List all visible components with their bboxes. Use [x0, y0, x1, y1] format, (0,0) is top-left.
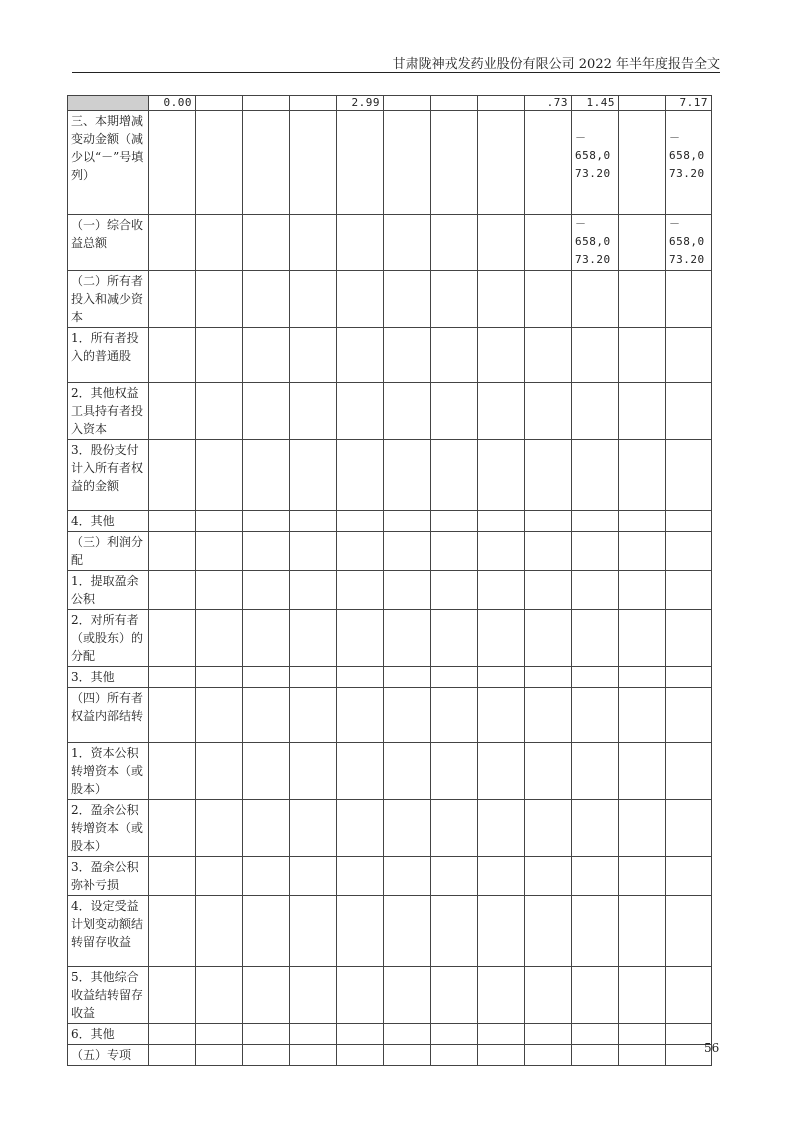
- value-cell: [619, 857, 666, 896]
- value-cell: [384, 96, 431, 111]
- value-cell: [431, 667, 478, 688]
- value-cell: [478, 743, 525, 800]
- value-cell: [478, 1024, 525, 1045]
- value-cell: [149, 571, 196, 610]
- row-label-cell: （三）利润分配: [68, 532, 149, 571]
- row-label-cell: [68, 96, 149, 111]
- value-cell: [619, 111, 666, 215]
- value-cell: [290, 1045, 337, 1066]
- value-cell: [243, 96, 290, 111]
- value-cell: [196, 96, 243, 111]
- value-cell: [384, 571, 431, 610]
- value-cell: [666, 667, 712, 688]
- value-cell: [478, 896, 525, 967]
- value-cell: [149, 271, 196, 328]
- value-cell: [149, 111, 196, 215]
- table-row-carryover: [68, 96, 712, 111]
- value-cell: [290, 328, 337, 383]
- value-cell: [243, 688, 290, 743]
- value-cell: [337, 967, 384, 1024]
- value-cell: 7.17: [666, 96, 712, 111]
- value-cell: [478, 215, 525, 271]
- value-cell: [243, 743, 290, 800]
- value-cell: [384, 383, 431, 440]
- value-cell: [478, 271, 525, 328]
- value-cell: [149, 743, 196, 800]
- value-cell: [196, 896, 243, 967]
- value-cell: [525, 667, 572, 688]
- value-cell: [478, 111, 525, 215]
- value-cell: － 658,073.20: [572, 215, 619, 271]
- value-cell: 1.45: [572, 96, 619, 111]
- value-cell: [196, 383, 243, 440]
- value-cell: [149, 532, 196, 571]
- value-cell: [384, 532, 431, 571]
- value-cell: [337, 571, 384, 610]
- value-cell: [196, 328, 243, 383]
- value-cell: [431, 967, 478, 1024]
- value-cell: [666, 328, 712, 383]
- value-cell: [525, 440, 572, 511]
- value-cell: [572, 896, 619, 967]
- value-cell: － 658,073.20: [666, 215, 712, 271]
- value-cell: 0.00: [149, 96, 196, 111]
- value-cell: [431, 610, 478, 667]
- table-row: [68, 328, 712, 383]
- value-cell: [384, 688, 431, 743]
- table-row: [68, 667, 712, 688]
- value-cell: [290, 571, 337, 610]
- value-cell: [196, 532, 243, 571]
- value-cell: [619, 532, 666, 571]
- value-cell: [525, 896, 572, 967]
- value-cell: [478, 571, 525, 610]
- row-label-cell: 2．盈余公积转增资本（或股本）: [68, 800, 149, 857]
- value-cell: [619, 440, 666, 511]
- value-cell: 2.99: [337, 96, 384, 111]
- value-cell: [149, 688, 196, 743]
- value-cell: [243, 111, 290, 215]
- value-cell: [572, 571, 619, 610]
- value-cell: [337, 743, 384, 800]
- value-cell: [196, 511, 243, 532]
- value-cell: [290, 857, 337, 896]
- value-cell: [337, 1024, 384, 1045]
- value-cell: [431, 743, 478, 800]
- value-cell: [384, 111, 431, 215]
- value-cell: [572, 1045, 619, 1066]
- value-cell: [525, 271, 572, 328]
- value-cell: [196, 688, 243, 743]
- table-row: [68, 511, 712, 532]
- value-cell: [243, 896, 290, 967]
- value-cell: － 658,073.20: [666, 111, 712, 215]
- value-cell: [572, 271, 619, 328]
- table-row: [68, 532, 712, 571]
- value-cell: [478, 610, 525, 667]
- value-cell: [619, 1045, 666, 1066]
- value-cell: [666, 511, 712, 532]
- value-cell: [666, 800, 712, 857]
- value-cell: [243, 610, 290, 667]
- row-label-cell: （五）专项: [68, 1045, 149, 1066]
- value-cell: [384, 440, 431, 511]
- value-cell: [196, 857, 243, 896]
- value-cell: [666, 383, 712, 440]
- value-cell: [149, 1045, 196, 1066]
- value-cell: [431, 96, 478, 111]
- value-cell: [196, 800, 243, 857]
- value-cell: [196, 610, 243, 667]
- value-cell: [290, 96, 337, 111]
- row-label-cell: 5．其他综合收益结转留存收益: [68, 967, 149, 1024]
- value-cell: [149, 967, 196, 1024]
- value-cell: [478, 328, 525, 383]
- value-cell: [478, 667, 525, 688]
- row-label-cell: 4．其他: [68, 511, 149, 532]
- value-cell: [337, 511, 384, 532]
- value-cell: [196, 743, 243, 800]
- value-cell: [572, 967, 619, 1024]
- value-cell: [149, 1024, 196, 1045]
- value-cell: [384, 511, 431, 532]
- value-cell: [525, 511, 572, 532]
- row-label-cell: （一）综合收益总额: [68, 215, 149, 271]
- value-cell: [619, 967, 666, 1024]
- value-cell: [525, 532, 572, 571]
- value-cell: [525, 967, 572, 1024]
- table-row: [68, 896, 712, 967]
- value-cell: [431, 511, 478, 532]
- value-cell: [384, 667, 431, 688]
- value-cell: [149, 610, 196, 667]
- value-cell: [290, 1024, 337, 1045]
- row-label-cell: 三、本期增减变动金额（减少以“－”号填列）: [68, 111, 149, 215]
- value-cell: [337, 610, 384, 667]
- value-cell: [666, 440, 712, 511]
- value-cell: [478, 688, 525, 743]
- value-cell: [384, 967, 431, 1024]
- value-cell: [196, 1045, 243, 1066]
- value-cell: [337, 111, 384, 215]
- value-cell: [337, 440, 384, 511]
- value-cell: [431, 1024, 478, 1045]
- value-cell: [619, 383, 666, 440]
- table-row: [68, 111, 712, 215]
- value-cell: [196, 111, 243, 215]
- value-cell: [619, 96, 666, 111]
- value-cell: [478, 96, 525, 111]
- value-cell: [290, 111, 337, 215]
- value-cell: [243, 440, 290, 511]
- table-row: [68, 743, 712, 800]
- value-cell: [572, 610, 619, 667]
- value-cell: [337, 328, 384, 383]
- value-cell: [337, 688, 384, 743]
- value-cell: － 658,073.20: [572, 111, 619, 215]
- value-cell: [149, 857, 196, 896]
- value-cell: [149, 511, 196, 532]
- table-row: [68, 857, 712, 896]
- value-cell: [572, 440, 619, 511]
- value-cell: [243, 857, 290, 896]
- value-cell: [196, 667, 243, 688]
- value-cell: [290, 610, 337, 667]
- value-cell: [243, 1024, 290, 1045]
- value-cell: [384, 215, 431, 271]
- value-cell: [619, 896, 666, 967]
- table-row: [68, 1024, 712, 1045]
- value-cell: [384, 800, 431, 857]
- value-cell: [290, 511, 337, 532]
- value-cell: [243, 215, 290, 271]
- value-cell: [290, 967, 337, 1024]
- value-cell: [337, 896, 384, 967]
- row-label-cell: 2．其他权益工具持有者投入资本: [68, 383, 149, 440]
- row-label-cell: 4．设定受益计划变动额结转留存收益: [68, 896, 149, 967]
- table-row: [68, 610, 712, 667]
- value-cell: [572, 511, 619, 532]
- value-cell: [337, 383, 384, 440]
- table-row: [68, 215, 712, 271]
- value-cell: [290, 532, 337, 571]
- value-cell: [337, 532, 384, 571]
- value-cell: [666, 610, 712, 667]
- table-row: [68, 440, 712, 511]
- value-cell: [572, 688, 619, 743]
- value-cell: [243, 511, 290, 532]
- table-row: [68, 967, 712, 1024]
- value-cell: [384, 743, 431, 800]
- value-cell: [525, 383, 572, 440]
- table-row: [68, 571, 712, 610]
- value-cell: [384, 896, 431, 967]
- value-cell: [243, 667, 290, 688]
- value-cell: [572, 800, 619, 857]
- value-cell: [149, 328, 196, 383]
- value-cell: [337, 215, 384, 271]
- page-number: 56: [704, 1041, 720, 1055]
- value-cell: [149, 215, 196, 271]
- value-cell: [431, 111, 478, 215]
- value-cell: [196, 967, 243, 1024]
- header-title: 甘肃陇神戎发药业股份有限公司 2022 年半年度报告全文: [392, 57, 720, 72]
- row-label-cell: 6．其他: [68, 1024, 149, 1045]
- table-row: [68, 800, 712, 857]
- value-cell: [666, 967, 712, 1024]
- value-cell: [478, 857, 525, 896]
- value-cell: [431, 857, 478, 896]
- row-label-cell: （二）所有者投入和减少资本: [68, 271, 149, 328]
- equity-change-table: [67, 95, 712, 1066]
- row-label-cell: 3．其他: [68, 667, 149, 688]
- value-cell: [666, 532, 712, 571]
- value-cell: [572, 383, 619, 440]
- value-cell: [525, 688, 572, 743]
- value-cell: [619, 511, 666, 532]
- row-label-cell: 3．股份支付计入所有者权益的金额: [68, 440, 149, 511]
- row-label-cell: 1．所有者投入的普通股: [68, 328, 149, 383]
- value-cell: [243, 1045, 290, 1066]
- row-label-cell: 1．资本公积转增资本（或股本）: [68, 743, 149, 800]
- value-cell: [196, 571, 243, 610]
- value-cell: [525, 111, 572, 215]
- value-cell: [431, 800, 478, 857]
- value-cell: [666, 571, 712, 610]
- value-cell: [478, 1045, 525, 1066]
- value-cell: [572, 857, 619, 896]
- value-cell: [243, 571, 290, 610]
- row-label-cell: 2．对所有者（或股东）的分配: [68, 610, 149, 667]
- value-cell: [243, 800, 290, 857]
- value-cell: [243, 328, 290, 383]
- value-cell: [478, 532, 525, 571]
- value-cell: [196, 271, 243, 328]
- value-cell: [666, 271, 712, 328]
- value-cell: [619, 215, 666, 271]
- value-cell: [525, 1045, 572, 1066]
- table-row: [68, 1045, 712, 1066]
- value-cell: [384, 857, 431, 896]
- value-cell: [384, 610, 431, 667]
- value-cell: [619, 743, 666, 800]
- value-cell: [337, 800, 384, 857]
- value-cell: [337, 857, 384, 896]
- value-cell: [619, 800, 666, 857]
- value-cell: [619, 571, 666, 610]
- value-cell: [290, 667, 337, 688]
- value-cell: [525, 857, 572, 896]
- value-cell: [384, 328, 431, 383]
- value-cell: [666, 743, 712, 800]
- value-cell: [478, 800, 525, 857]
- value-cell: [337, 1045, 384, 1066]
- value-cell: [431, 532, 478, 571]
- value-cell: [525, 1024, 572, 1045]
- value-cell: [431, 328, 478, 383]
- value-cell: [431, 688, 478, 743]
- value-cell: [243, 532, 290, 571]
- value-cell: [525, 215, 572, 271]
- value-cell: [525, 571, 572, 610]
- value-cell: [525, 610, 572, 667]
- value-cell: [431, 571, 478, 610]
- table-row: [68, 688, 712, 743]
- value-cell: [290, 215, 337, 271]
- value-cell: [149, 667, 196, 688]
- value-cell: [431, 896, 478, 967]
- value-cell: [384, 271, 431, 328]
- value-cell: [478, 383, 525, 440]
- value-cell: [290, 688, 337, 743]
- value-cell: [149, 440, 196, 511]
- value-cell: [196, 440, 243, 511]
- value-cell: [431, 383, 478, 440]
- value-cell: [619, 688, 666, 743]
- value-cell: [149, 800, 196, 857]
- value-cell: [619, 1024, 666, 1045]
- value-cell: [243, 383, 290, 440]
- value-cell: [431, 215, 478, 271]
- value-cell: [290, 896, 337, 967]
- value-cell: [243, 967, 290, 1024]
- value-cell: [431, 271, 478, 328]
- row-label-cell: 3．盈余公积弥补亏损: [68, 857, 149, 896]
- value-cell: [290, 800, 337, 857]
- value-cell: [572, 667, 619, 688]
- table-row: [68, 383, 712, 440]
- value-cell: [337, 667, 384, 688]
- value-cell: [337, 271, 384, 328]
- value-cell: [572, 328, 619, 383]
- value-cell: [478, 440, 525, 511]
- value-cell: [572, 532, 619, 571]
- value-cell: [290, 440, 337, 511]
- value-cell: [525, 800, 572, 857]
- value-cell: [666, 857, 712, 896]
- page-header: [72, 50, 720, 73]
- value-cell: [149, 383, 196, 440]
- table-row: [68, 271, 712, 328]
- value-cell: [525, 328, 572, 383]
- value-cell: [572, 1024, 619, 1045]
- value-cell: [243, 271, 290, 328]
- value-cell: .73: [525, 96, 572, 111]
- value-cell: [619, 271, 666, 328]
- value-cell: [196, 215, 243, 271]
- value-cell: [196, 1024, 243, 1045]
- row-label-cell: （四）所有者权益内部结转: [68, 688, 149, 743]
- value-cell: [290, 743, 337, 800]
- value-cell: [619, 328, 666, 383]
- value-cell: [384, 1045, 431, 1066]
- row-label-cell: 1．提取盈余公积: [68, 571, 149, 610]
- value-cell: [666, 688, 712, 743]
- value-cell: [149, 896, 196, 967]
- value-cell: [525, 743, 572, 800]
- value-cell: [619, 610, 666, 667]
- value-cell: [290, 271, 337, 328]
- value-cell: [384, 1024, 431, 1045]
- value-cell: [478, 511, 525, 532]
- value-cell: [666, 896, 712, 967]
- value-cell: [619, 667, 666, 688]
- value-cell: [290, 383, 337, 440]
- value-cell: [572, 743, 619, 800]
- value-cell: [431, 1045, 478, 1066]
- value-cell: [478, 967, 525, 1024]
- value-cell: [431, 440, 478, 511]
